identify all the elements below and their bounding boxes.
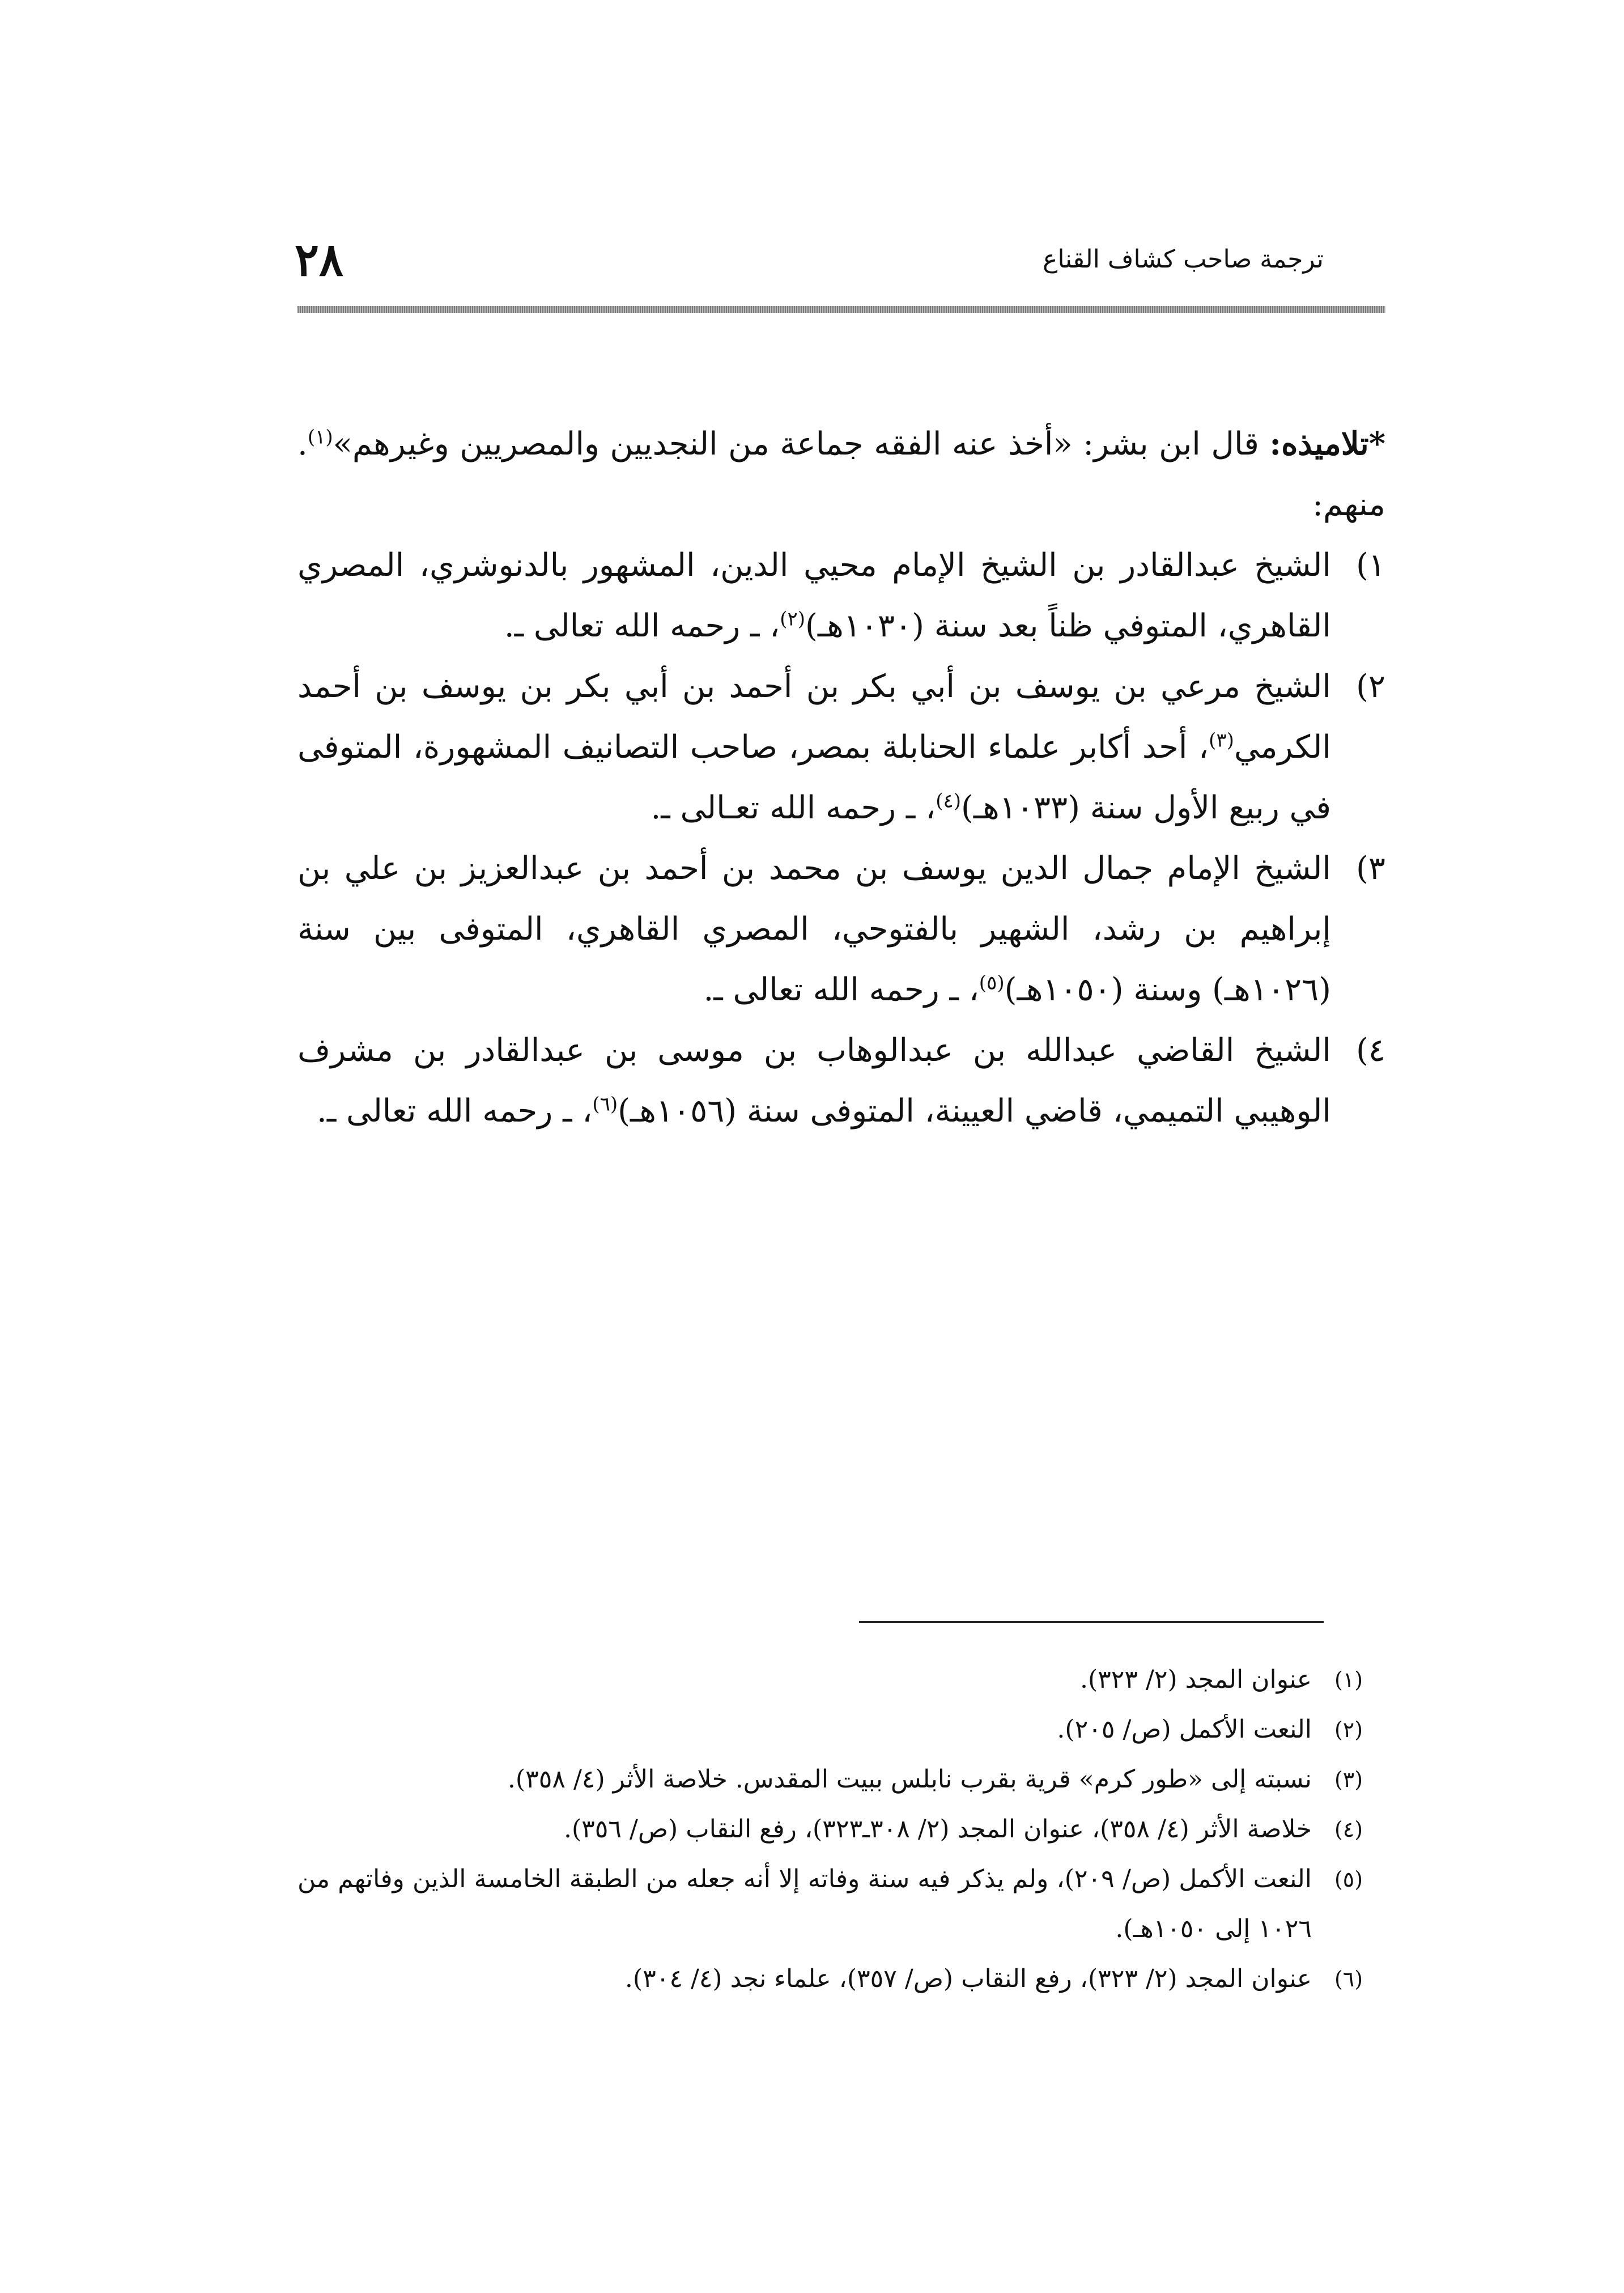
item-text-part: ، ـ رحمه الله تعالى ـ.: [703, 971, 979, 1008]
item-text-part: الشيخ مرعي بن يوسف بن أبي بكر بن أحمد بن أبي بكر بن يوسف بن أحمد الكرمي: [297, 668, 1331, 766]
item-text-part: الشيخ عبدالقادر بن الشيخ الإمام محيي الدين، المشهور بالدنوشري، المصري القاهري، المتوفي ظناً بعد سنة (١٠٣٠هـ): [297, 547, 1331, 644]
item-text: [297, 1020, 1331, 1141]
item-text-part: الشيخ الإمام جمال الدين يوسف بن محمد بن أحمد بن عبدالعزيز بن علي بن إبراهيم بن رشد، الشهير بالفتوحي، المصري القاهري، المتوفى بين سنة (١٠٢٦هـ) وسنة (١٠٥٠هـ): [297, 850, 1331, 1008]
item-number: ١): [1356, 547, 1385, 584]
list-item: [297, 535, 1385, 656]
footnote-number: (٤): [1334, 1817, 1363, 1842]
item-text: [297, 838, 1331, 1020]
main-text: [297, 414, 1385, 1141]
footnote-text: النعت الأكمل (ص/ ٢٠٩)، ولم يذكر فيه سنة وفاته إلا أنه جعله من الطبقة الخامسة الذين وفاتهم من ١٠٢٦ إلى ١٠٥٠هـ).: [297, 1865, 1312, 1943]
list-item: [297, 838, 1385, 1020]
footnote-ref-6: (٦): [592, 1093, 618, 1116]
item-number: ٤): [1356, 1032, 1385, 1069]
footnote-ref-5: (٥): [979, 971, 1005, 995]
intro-text: قال ابن بشر: «أخذ عنه الفقه جماعة من النجديين والمصريين وغيرهم»: [333, 426, 1259, 462]
item-number: ٣): [1356, 850, 1385, 887]
item-text: [297, 535, 1331, 656]
footnote-number: (٢): [1334, 1717, 1363, 1742]
footnote-text: خلاصة الأثر (٤/ ٣٥٨)، عنوان المجد (٢/ ٣٠٨ـ٣٢٣)، رفع النقاب (ص/ ٣٥٦).: [563, 1815, 1312, 1844]
header-rule: [297, 306, 1385, 313]
item-text-part: ، ـ رحمه الله تعـالى ـ.: [651, 789, 936, 826]
footnote-number: (٦): [1334, 1967, 1363, 1991]
list-item: [297, 656, 1385, 838]
footnote: [297, 1804, 1385, 1854]
footnote-text: عنوان المجد (٢/ ٣٢٣).: [1079, 1665, 1312, 1694]
footnote-ref-1: (١): [307, 426, 333, 449]
page-number: ٢٨: [295, 233, 343, 286]
star-marker: *: [1368, 425, 1385, 462]
intro-paragraph: [297, 414, 1385, 535]
footnote-text: نسبته إلى «طور كرم» قرية بقرب نابلس ببيت المقدس. خلاصة الأثر (٤/ ٣٥٨).: [507, 1765, 1312, 1794]
item-text-part: ، ـ رحمه الله تعالى ـ.: [317, 1093, 593, 1129]
footnote-rule: [859, 1621, 1324, 1623]
footnote-text: النعت الأكمل (ص/ ٢٠٥).: [1057, 1715, 1312, 1744]
item-number: ٢): [1356, 668, 1385, 705]
running-title: ترجمة صاحب كشاف القناع: [1043, 245, 1324, 274]
list-item: [297, 1020, 1385, 1141]
footnote-number: (٣): [1334, 1767, 1363, 1792]
footnote: [297, 1655, 1385, 1705]
intro-after: . منهم:: [297, 426, 1385, 523]
footnote: [297, 1755, 1385, 1804]
footnotes: [297, 1655, 1385, 2004]
footnote: [297, 1705, 1385, 1755]
footnote-number: (٥): [1334, 1867, 1363, 1892]
footnote-text: عنوان المجد (٢/ ٣٢٣)، رفع النقاب (ص/ ٣٥٧)، علماء نجد (٤/ ٣٠٤).: [624, 1964, 1312, 1993]
footnote-ref-2: (٢): [780, 608, 806, 631]
item-text-part: الشيخ القاضي عبدالله بن عبدالوهاب بن موسى بن عبدالقادر بن مشرف الوهيبي التميمي، قاضي العيينة، المتوفى سنة (١٠٥٦هـ): [297, 1032, 1331, 1129]
footnote: [297, 1854, 1385, 1954]
footnote: [297, 1954, 1385, 2004]
footnote-ref-4: (٤): [936, 789, 961, 813]
item-text-part: ، ـ رحمه الله تعالى ـ.: [504, 608, 780, 644]
students-list: [297, 535, 1385, 1141]
item-text: [297, 656, 1331, 838]
footnote-ref-3: (٣): [1209, 729, 1234, 752]
section-heading: تلاميذه:: [1269, 425, 1369, 462]
footnote-number: (١): [1334, 1667, 1363, 1692]
item-text-part: ، أحد أكابر علماء الحنابلة بمصر، صاحب التصانيف المشهورة، المتوفى في ربيع الأول سنة (١٠٣٣هـ): [297, 729, 1331, 826]
